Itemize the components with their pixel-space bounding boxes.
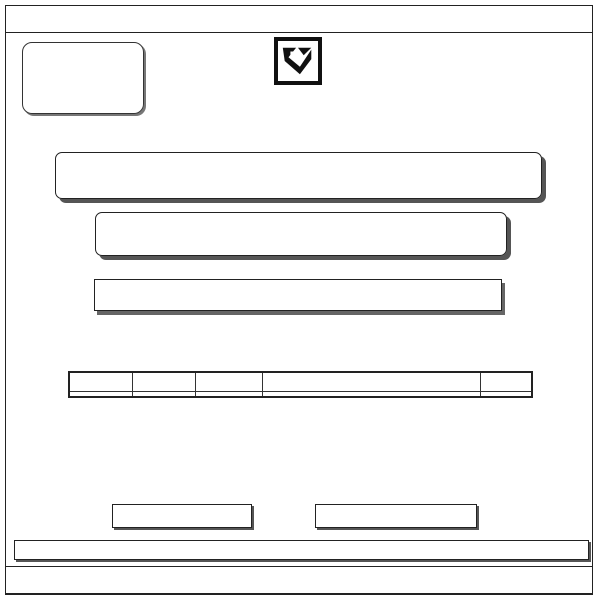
top-pattern-band (5, 5, 593, 33)
copyright-notice (14, 540, 589, 560)
cell-to (69, 392, 133, 398)
sanjesh-logo-icon (274, 37, 322, 85)
col-header-from (133, 372, 196, 392)
table-row (69, 392, 532, 398)
col-header-to (69, 372, 133, 392)
cell-from (133, 392, 196, 398)
negative-marking-note (112, 504, 252, 528)
col-header-count (196, 372, 263, 392)
booklet-info-box (22, 42, 144, 114)
subjects-table (68, 371, 533, 398)
cell-row-number (481, 392, 533, 398)
cell-subjects (263, 392, 481, 398)
table-header-row (69, 372, 532, 392)
exam-info-box (94, 279, 502, 311)
col-header-row-number (481, 372, 533, 392)
bottom-pattern-band (5, 566, 593, 594)
calculator-note (315, 504, 477, 528)
exam-title (55, 152, 542, 199)
cell-count (196, 392, 263, 398)
col-header-subjects (263, 372, 481, 392)
exam-field (95, 212, 507, 256)
